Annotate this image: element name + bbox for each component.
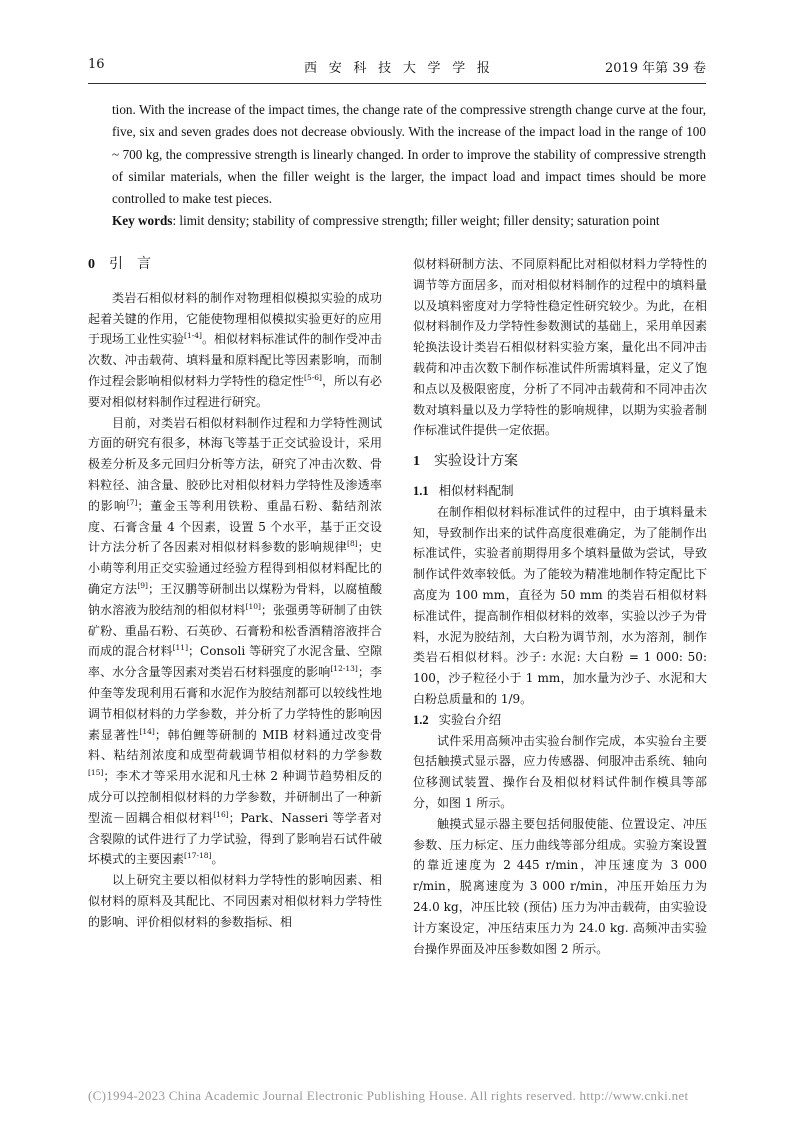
paragraph bbox=[88, 288, 382, 413]
paragraph: 试件采用高频冲击实验台制作完成，本实验台主要包括触摸式显示器，应力传感器、伺服冲击系统、轴向位移测试装置、操作台及相似材料试件制作模具等部分，如图 1 所示。 bbox=[413, 733, 707, 810]
subsection-heading-test-bench bbox=[413, 710, 707, 731]
subsection-number: 1.1 bbox=[413, 483, 429, 498]
section-title: 实验设计方案 bbox=[434, 453, 518, 470]
subsection-title: 相似材料配制 bbox=[438, 482, 514, 498]
text-span: ；王汉鹏等研制出以煤粉为骨料，以腐植酸钠水溶液为胶结剂的相似材料 bbox=[88, 581, 382, 617]
text-span: ；张强勇等研制了由铁矿粉、重晶石粉、石英砂、石膏粉和松香酒精溶液拌合而成的混合材料 bbox=[88, 602, 382, 659]
text-span: 。相似材料标准试件的制作受冲击次数、冲击载荷、填料量和原料配比等因素影响，而制作过程会影响相似材料力学特性的稳定性 bbox=[88, 332, 382, 388]
keywords-text: : limit density; stability of compressive strength; filler weight; filler density; saturation point bbox=[172, 213, 660, 229]
citation: [5-6] bbox=[304, 372, 322, 382]
citation: [7] bbox=[126, 497, 138, 507]
text-span: ；Consoli 等研究了水泥含量、空隙率、水分含量等因素对类岩石材料强度的影响 bbox=[88, 644, 382, 680]
paragraph: 以上研究主要以相似材料力学特性的影响因素、相似材料的原料及其配比、不同因素对相似材料力学特性的影响、评价相似材料的参数指标、相 bbox=[88, 873, 382, 929]
subsection-number: 1.2 bbox=[413, 712, 429, 727]
citation: [17-18] bbox=[184, 851, 212, 861]
page-header bbox=[88, 57, 706, 77]
section-heading-introduction bbox=[88, 254, 382, 276]
text-span: ；史小萌等利用正交实验通过经验方程得到相似材料配比的确定方法 bbox=[88, 540, 382, 596]
abstract-text: tion. With the increase of the impact times, the change rate of the compressive strength change curve at the four, five, six and seven grades does not decrease obviously. With the increase of the impact load in the range of 100 ~ 700 kg, the compressive strength is linearly changed. In order to improve the stability of compressive strength of similar materials, when the filler weight is the larger, the impact load and impact times should be more controlled to make test pieces. bbox=[112, 102, 706, 207]
citation: [1-4] bbox=[184, 331, 202, 341]
text-span: ；韩伯鲤等研制的 MIB 材料通过改变骨料、粘结剂浓度和成型荷载调节相似材料的力学参数 bbox=[88, 727, 382, 763]
keywords-line bbox=[112, 210, 706, 232]
right-column bbox=[413, 254, 707, 959]
copyright-footer: (C)1994-2023 China Academic Journal Electronic Publishing House. All rights reserved. http://www.cnki.net bbox=[88, 1088, 689, 1103]
issue-info: 2019 年第 39 卷 bbox=[604, 61, 706, 76]
section-heading-experiment-design bbox=[413, 451, 707, 473]
citation: [10] bbox=[245, 601, 261, 611]
text-span: ，所以有必要对相似材料制作过程进行研究。 bbox=[88, 373, 382, 409]
citation: [15] bbox=[88, 768, 104, 778]
paragraph: 触摸式显示器主要包括伺服使能、位置设定、冲压参数、压力标定、压力曲线等部分组成。实验方案设置的靠近速度为 2 445 r/min，冲压速度为 3 000 r/min，脱离速度为 3 000 r/min，冲压开始压力为 24.0 kg，冲压比较 (预估) 压力为冲击载荷，由实验设计方案设定，冲压结束压力为 24.0 kg. 高频冲击实验台操作界面及冲压参数如图 2 所示。 bbox=[413, 816, 707, 956]
citation: [8] bbox=[347, 539, 358, 549]
text-span: 类岩石相似材料的制作对物理相似模拟实验的成功起着关键的作用，它能使物理相似模拟实验更好的应用于现场工业性实验 bbox=[88, 290, 382, 347]
citation: [16] bbox=[213, 809, 229, 819]
text-span: 。 bbox=[211, 852, 224, 867]
text-span: ；Park、Nasseri 等学者对含裂隙的试件进行了力学试验，得到了影响岩石试件破坏模式的主要因素 bbox=[88, 810, 382, 867]
paragraph bbox=[88, 413, 382, 871]
citation: [9] bbox=[137, 580, 148, 590]
subsection-heading-material bbox=[413, 481, 707, 502]
text-span: ；李术才等采用水泥和凡士林 2 种调节趋势相反的成分可以控制相似材料的力学参数，并研制出了一种新型流－固耦合相似材料 bbox=[88, 769, 382, 825]
text-span: 目前，对类岩石相似材料制作过程和力学特性测试方面的研究有很多，林海飞等基于正交试验设计，采用极差分析及多元回归分析等方法，研究了冲击次数、骨料粒径、油含量、胶砂比对相似材料力学特性及渗透率的影响 bbox=[88, 415, 382, 513]
text-span: ；李仲奎等发现利用石膏和水泥作为胶结剂都可以较线性地调节相似材料的力学参数，并分析了力学特性的影响因素显著性 bbox=[88, 665, 382, 742]
page-number: 16 bbox=[88, 57, 105, 72]
keywords-label: Key words bbox=[112, 213, 173, 229]
header-rule bbox=[88, 83, 706, 84]
paragraph: 在制作相似材料标准试件的过程中，由于填料量未知，导致制作出来的试件高度很难确定，为了能制作出标准试件，实验者前期得用多个填料量做为尝试，导致制作试件效率较低。为了能较为精准地制作特定配比下高度为 100 mm，直径为 50 mm 的类岩石相似材料标准试件，提高制作相似材料的效率，实验以沙子为骨料，水泥为胶结剂，大白粉为调节剂，水为溶剂，制作类岩石相似材料。沙子: 水泥: 大白粉 = 1 000: 50: 100，沙子粒径小于 1 mm，加水量为沙子、水泥和大白粉总质量和的 1/9。 bbox=[413, 504, 707, 706]
english-abstract bbox=[112, 99, 706, 233]
citation: [11] bbox=[172, 643, 189, 653]
citation: [12-13] bbox=[330, 664, 358, 674]
paragraph: 似材料研制方法、不同原料配比对相似材料力学特性的调节等方面居多，而对相似材料制作的过程中的填料量以及填料密度对力学特性稳定性研究较少。为此，在相似材料制作及力学特性参数测试的基础上，采用单因素轮换法设计类岩石相似材料实验方案，量化出不同冲击载荷和冲击次数下制作标准试件所需填料量，定义了饱和点以及极限密度，分析了不同冲击载荷和不同冲击次数对填料量以及力学特性的影响规律，以期为实验者制作标准试件提供一定依据。 bbox=[413, 257, 707, 438]
section-number: 1 bbox=[413, 454, 420, 470]
left-column bbox=[88, 254, 382, 933]
section-title: 引 言 bbox=[109, 256, 151, 272]
section-number: 0 bbox=[88, 257, 95, 272]
citation: [14] bbox=[139, 726, 155, 736]
subsection-title: 实验台介绍 bbox=[438, 711, 502, 727]
journal-title: 西安科技大学学报 bbox=[304, 61, 502, 76]
text-span: ；董金玉等利用铁粉、重晶石粉、黏结剂浓度、石膏含量 4 个因素，设置 5 个水平，基于正交设计方法分析了各因素对相似材料参数的影响规律 bbox=[88, 498, 382, 555]
